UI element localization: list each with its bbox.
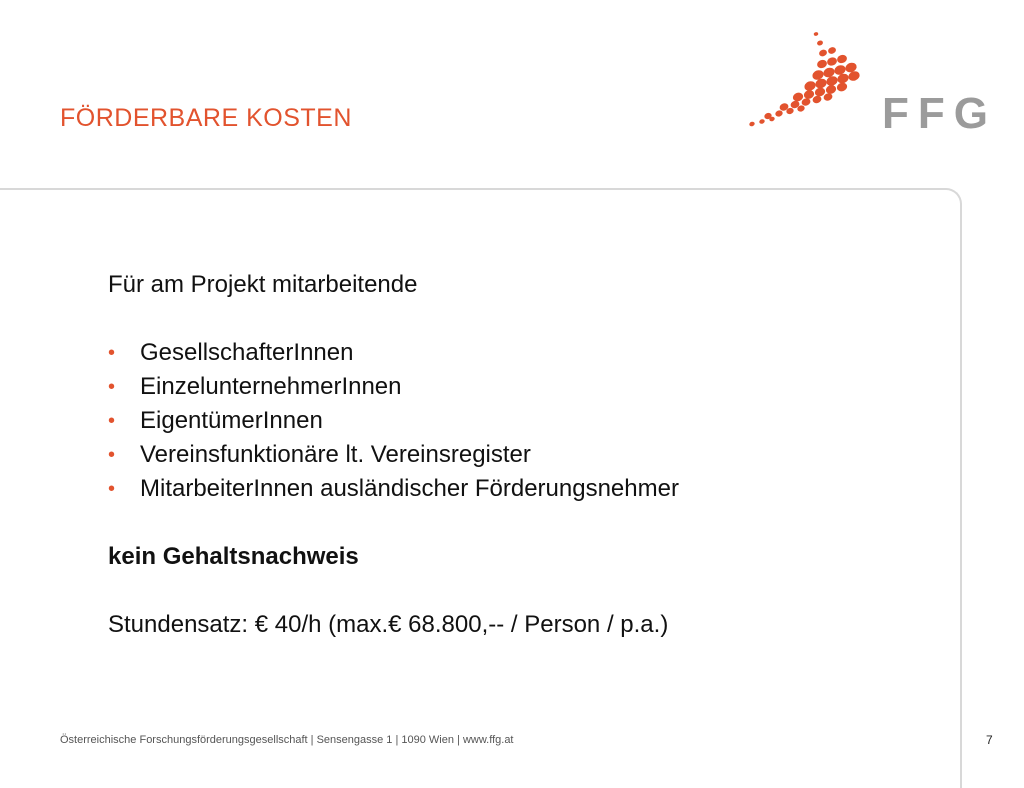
logo-dot — [836, 54, 848, 65]
footer-text: Österreichische Forschungsförderungsgesellschaft | Sensengasse 1 | 1090 Wien | www.ffg.at — [60, 734, 514, 746]
bullet-item: • GesellschafterInnen — [108, 336, 908, 370]
logo-dot — [826, 56, 838, 67]
ffg-logo — [740, 26, 997, 138]
logo-dot — [818, 49, 828, 58]
bullet-icon: • — [108, 376, 116, 398]
bullet-item: • MitarbeiterInnen ausländischer Förderungsnehmer — [108, 472, 908, 506]
logo-dot — [749, 121, 756, 127]
slide-title: FÖRDERBARE KOSTEN — [60, 104, 352, 132]
logo-dot — [774, 109, 783, 117]
bullet-icon: • — [108, 478, 116, 500]
hourly-rate-text: Stundensatz: € 40/h (max.€ 68.800,-- / Person / p.a.) — [108, 611, 669, 638]
bullet-icon: • — [108, 342, 116, 364]
logo-dot — [803, 80, 817, 93]
page-number: 7 — [986, 733, 993, 747]
logo-dot — [813, 32, 818, 37]
intro-text: Für am Projekt mitarbeitende — [108, 271, 418, 298]
bullet-icon: • — [108, 410, 116, 432]
bullet-icon: • — [108, 444, 116, 466]
bullet-item: • EinzelunternehmerInnen — [108, 370, 908, 404]
content-body — [108, 268, 908, 642]
logo-dot — [816, 40, 823, 47]
bullet-list — [108, 336, 908, 506]
logo-swoosh-icon — [749, 32, 861, 127]
bullet-item: • Vereinsfunktionäre lt. Vereinsregister — [108, 438, 908, 472]
no-salary-proof-text: kein Gehaltsnachweis — [108, 543, 359, 570]
logo-text: FFG — [882, 89, 997, 138]
logo-dot — [816, 59, 828, 70]
logo-dot — [759, 118, 766, 124]
logo-dot — [827, 46, 837, 55]
bullet-item: • EigentümerInnen — [108, 404, 908, 438]
